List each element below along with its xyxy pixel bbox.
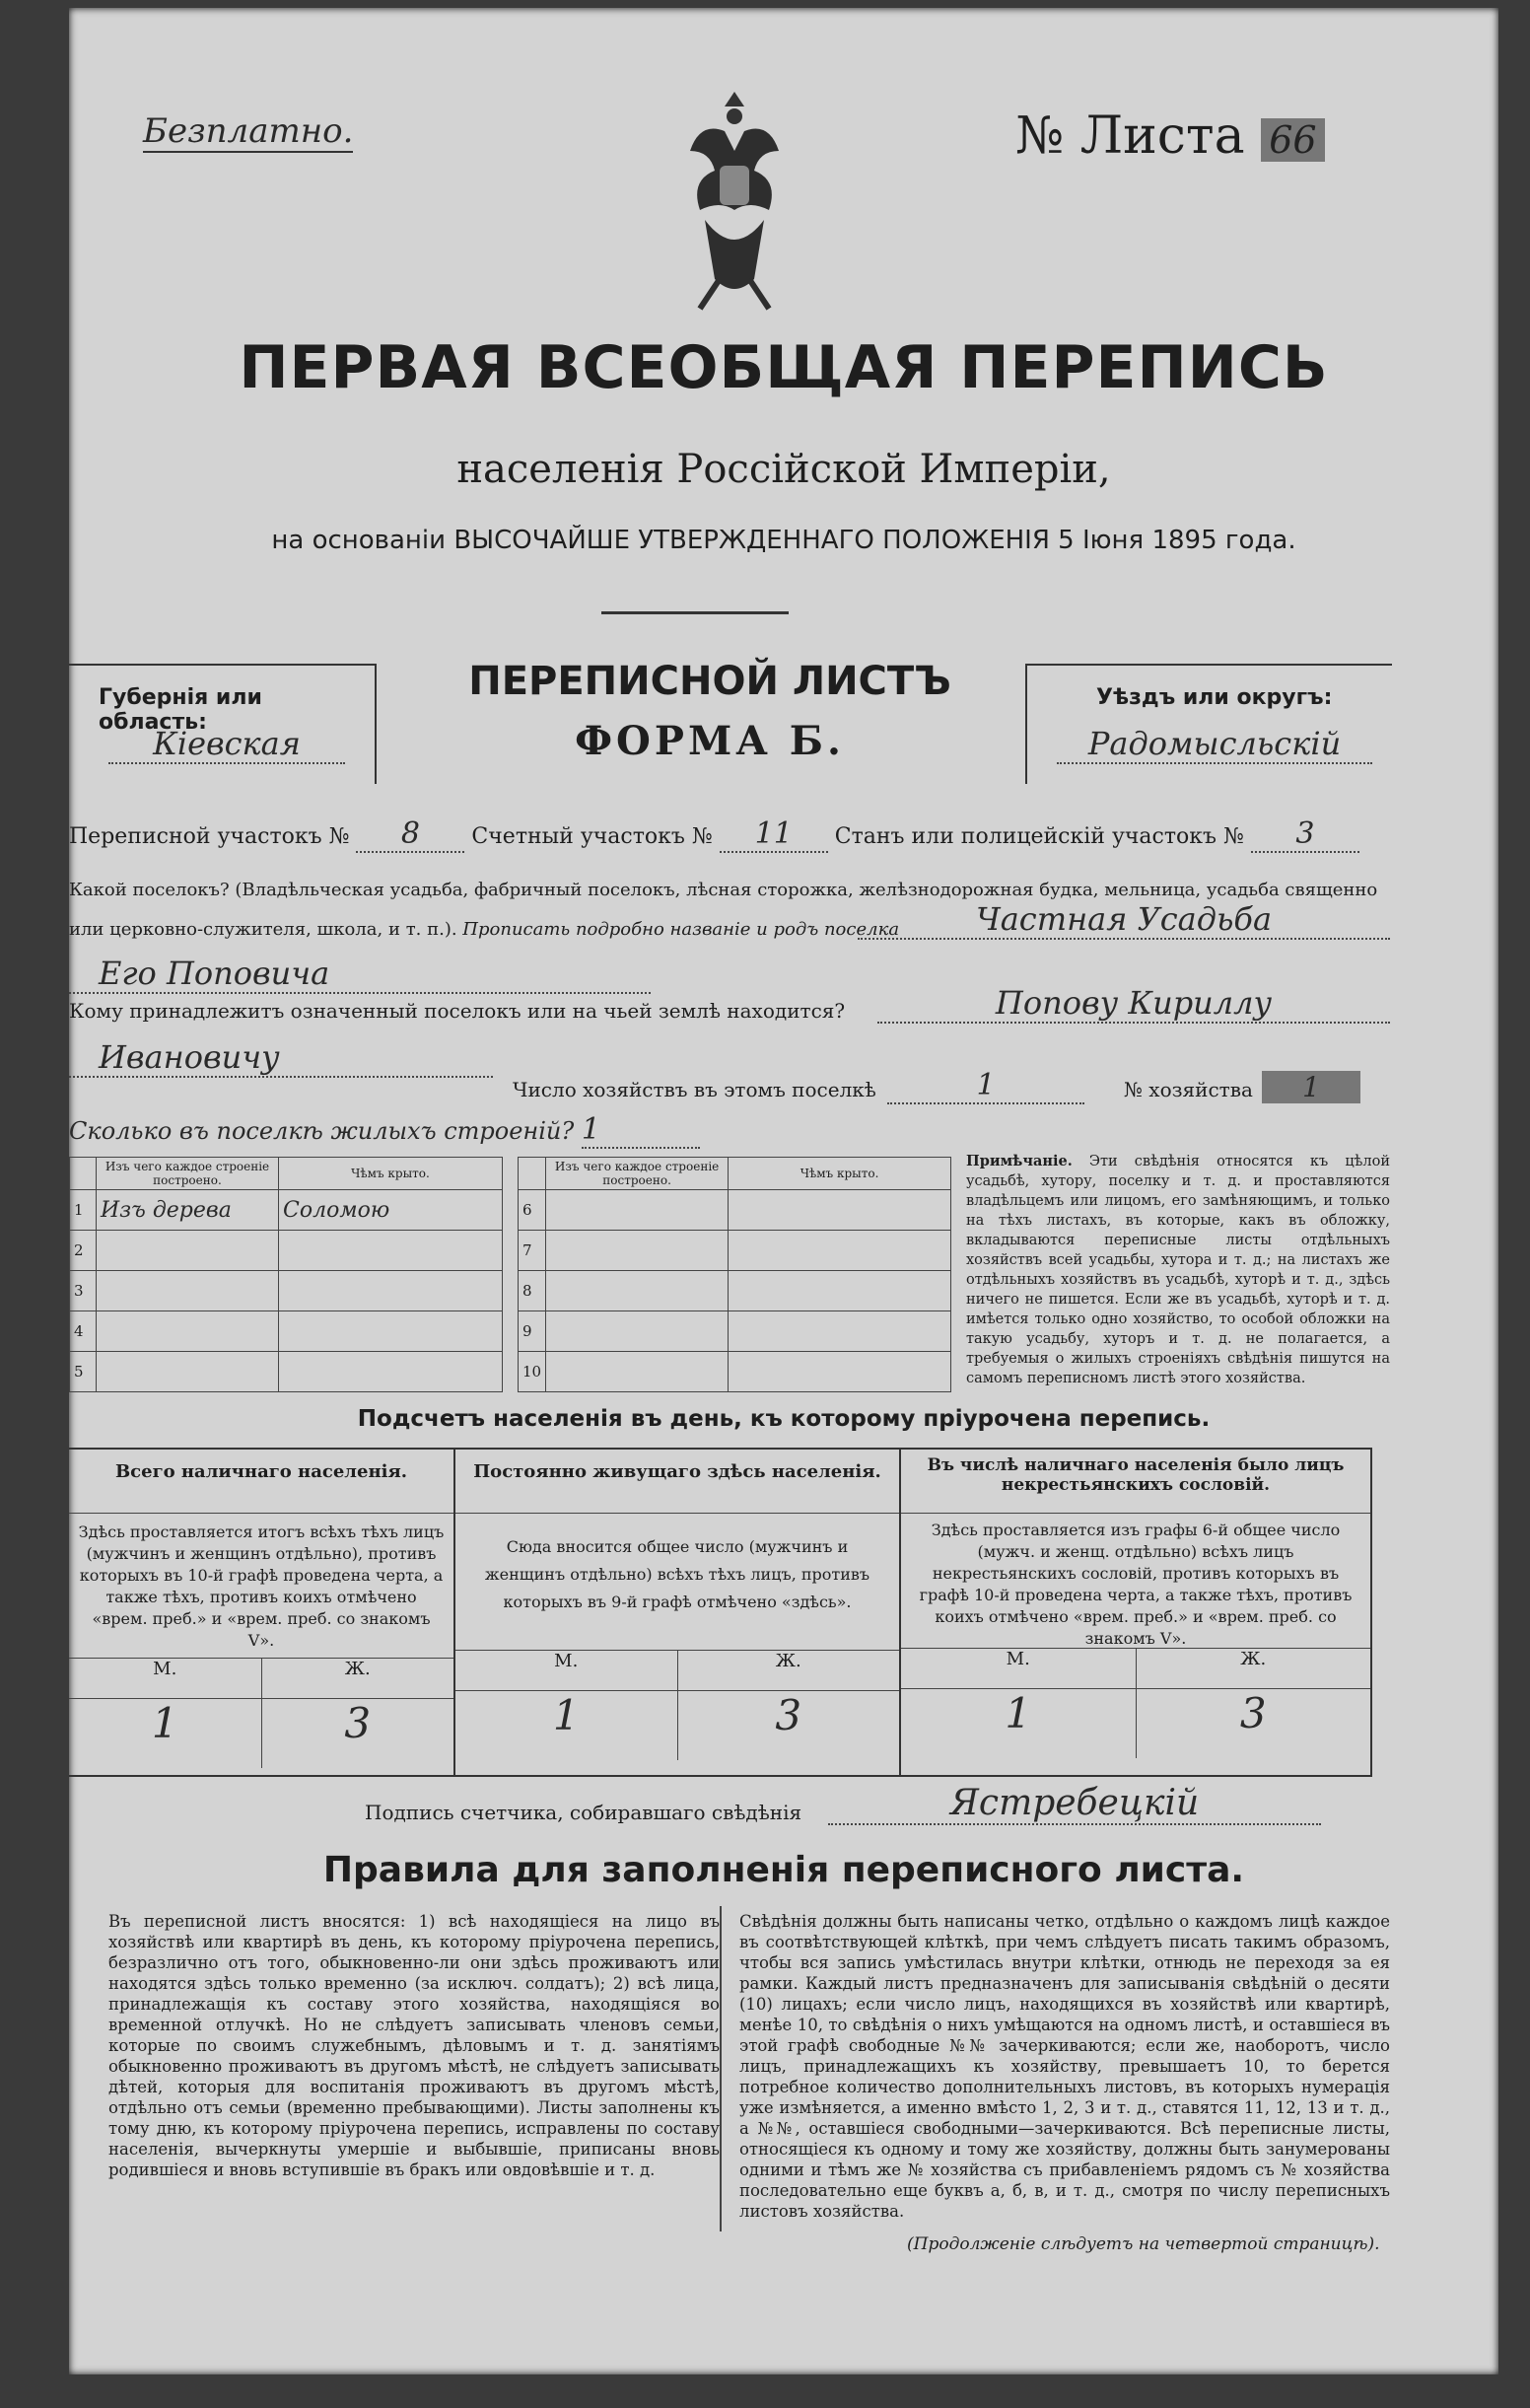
uezd-label: Уѣздъ или округъ: [1096,685,1333,710]
building-material [97,1231,279,1271]
building-roof [279,1231,503,1271]
col-roof-right: Чѣмъ крыто. [729,1158,951,1190]
census-area-value: 8 [356,816,464,853]
uezd-value: Радомысльскій [1057,725,1372,764]
households-label: Число хозяйствъ въ этомъ поселкѣ [513,1078,876,1101]
col1-zh: Ж. [344,1659,371,1679]
col3-zh: Ж. [1240,1649,1267,1669]
count-area-label: Счетный участокъ № [471,824,713,849]
buildings-label: Сколько въ поселкѣ жилыхъ строеній? [69,1117,575,1145]
col2-zh-value: 3 [775,1691,802,1739]
col1-m-value: 1 [69,1699,262,1768]
building-n: 10 [519,1352,546,1392]
col2-m: М. [455,1651,678,1690]
building-roof [279,1352,503,1392]
building-roof [279,1311,503,1352]
rules-continue: (Продолженіе слѣдуетъ на четвертой страницѣ). [907,2234,1380,2254]
divider [601,611,789,614]
census-area-label: Переписной участокъ № [69,824,350,849]
buildings-table-right [518,1157,951,1392]
col-roof: Чѣмъ крыто. [279,1158,503,1190]
building-n: 5 [70,1352,97,1392]
free-label: Безплатно. [143,111,354,151]
settlement-value-1: Частная Усадьба [858,900,1390,940]
owner-value-1: Попову Кириллу [877,984,1390,1024]
main-title: ПЕРВАЯ ВСЕОБЩАЯ ПЕРЕПИСЬ [239,333,1329,402]
rules-title: Правила для заполненія переписного листа. [322,1850,1245,1890]
building-n: 9 [519,1311,546,1352]
form-title: ПЕРЕПИСНОЙ ЛИСТЪ [468,659,951,704]
households-value: 1 [887,1068,1084,1104]
settlement-question-text: Какой поселокъ? (Владѣльческая усадьба, фабричный поселокъ, лѣсная сторожка, желѣзнодорожная будка, мельница, усадьба священно или церковно-служителя, школа, и т. п.). [69,880,1378,940]
building-roof [729,1311,951,1352]
sheet-number-value: 66 [1261,118,1324,162]
buildings-table-left [69,1157,503,1392]
col-material-right: Изъ чего каждое строеніе построено. [546,1158,729,1190]
census-sheet [69,8,1498,2374]
building-n: 8 [519,1271,546,1311]
building-material [546,1271,729,1311]
rules-left: Въ переписной листъ вносятся: 1) всѣ находящіеся на лицо въ хозяйствѣ или квартирѣ въ день, къ которому пріурочена перепись, безразлично отъ того, обыкновенно-ли они здѣсь проживаютъ или находятся здѣсь только временно (за исключ. солдатъ); 2) всѣ лица, принадлежащія къ составу этого хозяйства, находящіяся во временной отлучкѣ. Но не слѣдуетъ записывать членовъ семьи, которые по своимъ служебнымъ, дѣловымъ и т. д. занятіямъ обыкновенно проживаютъ въ другомъ мѣстѣ, не слѣдуетъ записывать дѣтей, которыя для воспитанія проживаютъ въ другомъ мѣстѣ, отдѣльно отъ семьи (временно пребывающими). Листы заполнены къ тому дню, къ которому пріурочена перепись, исправлены по составу населенія, вычеркнуты умершіе и выбывшіе, приписаны вновь родившіеся и вновь вступившіе въ бракъ или овдовѣвшіе и т. д. [108,1912,720,2179]
totals-box [69,1448,1372,1777]
col2-title: Постоянно живущаго здѣсь населенія. [455,1450,899,1514]
building-roof [729,1352,951,1392]
totals-heading: Подсчетъ населенія въ день, къ которому пріурочена перепись. [357,1406,1211,1432]
col2-zh: Ж. [775,1651,801,1671]
owner-question: Кому принадлежитъ означенный поселокъ или на чьей землѣ находится? [69,999,846,1023]
settlement-value-2: Его Поповича [69,955,651,994]
col3-text: Здѣсь проставляется изъ графы 6-й общее число (мужч. и женщ. отдѣльно) всѣхъ лицъ некрестьянскихъ сословій, противъ которыхъ въ графѣ 10-й проведена черта, а также тѣхъ, противъ коихъ отмѣчено «врем. преб.» и «врем. преб. со знакомъ V». [919,1521,1353,1648]
totals-col-3 [901,1450,1370,1775]
building-n: 1 [70,1190,97,1231]
building-roof: Соломою [279,1190,503,1231]
building-material [97,1271,279,1311]
col2-text: Сюда вносится общее число (мужчинъ и женщинъ отдѣльно) всѣхъ тѣхъ лицъ, противъ которыхъ въ 9-й графѣ отмѣчено «здѣсь». [484,1537,870,1611]
col2-m-value: 1 [455,1691,678,1760]
building-material [97,1311,279,1352]
buildings-value: 1 [582,1112,700,1149]
building-row [519,1271,951,1311]
settlement-hint: Прописать подробно названіе и родъ поселка [462,919,900,940]
building-n: 2 [70,1231,97,1271]
building-n: 3 [70,1271,97,1311]
building-row [70,1311,503,1352]
buildings-note [966,1152,1390,1388]
col3-m: М. [901,1649,1137,1688]
building-row [519,1352,951,1392]
building-row [70,1190,503,1231]
building-material [546,1311,729,1352]
note-text: Эти свѣдѣнія относятся къ цѣлой усадьбѣ, хутору, поселку и т. д. и проставляются владѣльцемъ или лицомъ, его замѣняющимъ, и только на тѣхъ листахъ, въ которые, какъ въ обложку, вкладываются переписные листы отдѣльныхъ хозяйствъ всей усадьбы, хутора и т. д.; на листахъ же отдѣльныхъ хозяйствъ въ усадьбѣ, хуторѣ и т. д., здѣсь ничего не пишется. Если же въ усадьбѣ, хуторѣ и т. д. имѣется только одно хозяйство, то особой обложки на такую усадьбу, хуторъ и т. д. не полагается, а требуемыя о жилыхъ строеніяхъ свѣдѣнія пишутся на самомъ переписномъ листѣ этого хозяйства. [966,1154,1390,1386]
building-n: 4 [70,1311,97,1352]
building-roof [729,1231,951,1271]
building-material: Изъ дерева [97,1190,279,1231]
owner-value-2: Ивановичу [69,1038,493,1078]
count-area-value: 11 [720,816,828,853]
col1-text: Здѣсь проставляется итогъ всѣхъ тѣхъ лицъ (мужчинъ и женщинъ отдѣльно), противъ которыхъ въ 10-й графѣ проведена черта, а также тѣхъ, противъ коихъ отмѣчено «врем. преб.» и «врем. преб. со знакомъ V». [78,1523,445,1650]
stan-value: 3 [1251,816,1359,853]
building-row [519,1311,951,1352]
household-number-label: № хозяйства [1124,1078,1253,1101]
building-row [519,1190,951,1231]
col3-m-value: 1 [901,1689,1137,1758]
buildings-question [69,1112,700,1149]
household-number-value: 1 [1262,1071,1360,1103]
building-row [70,1271,503,1311]
col1-title: Всего наличнаго населенія. [69,1450,453,1514]
building-n: 6 [519,1190,546,1231]
gubernia-value: Кіевская [108,725,345,764]
area-line [69,816,1429,853]
note-title: Примѣчаніе. [966,1153,1073,1169]
building-roof [729,1271,951,1311]
double-headed-eagle-emblem [661,82,808,319]
building-row [70,1352,503,1392]
building-material [546,1190,729,1231]
building-roof [279,1271,503,1311]
building-roof [729,1190,951,1231]
signature-value: Ястребецкій [828,1783,1321,1825]
legal-basis: на основаніи ВЫСОЧАЙШЕ УТВЕРЖДЕННАГО ПОЛОЖЕНІЯ 5 Іюня 1895 года. [271,526,1296,555]
col1-m: М. [69,1659,262,1698]
col-material: Изъ чего каждое строеніе построено. [97,1158,279,1190]
sheet-number-label: № Листа [1015,106,1245,166]
stan-label: Станъ или полицейскій участокъ № [834,824,1244,849]
subtitle: населенія Россійской Имперіи, [456,447,1111,492]
gubernia-label: Губернія или область: [99,685,262,735]
rules-right: Свѣдѣнія должны быть написаны четко, отдѣльно о каждомъ лицѣ каждое въ соотвѣтствующей клѣткѣ, при чемъ слѣдуетъ писать такимъ образомъ, чтобы вся запись умѣстилась внутри клѣтки, отнюдь не переходя за ея рамки. Каждый листъ предназначенъ для записыванія свѣдѣній о десяти (10) лицахъ; если число лицъ, находящихся въ хозяйствѣ или квартирѣ, менѣе 10, то свѣдѣнія о нихъ умѣщаются на одномъ листѣ, и оставшіеся въ этой графѣ свободные №№ зачеркиваются; если же, наоборотъ, число лицъ, принадлежащихъ къ хозяйству, превышаетъ 10, то берется потребное количество дополнительныхъ листовъ, въ которыхъ нумерація уже измѣняется, а именно вмѣсто 1, 2, 3 и т. д., ставятся 11, 12, 13 и т. д., а №№, оставшіеся свободными—зачеркиваются. Всѣ переписные листы, относящіеся къ одному и тому же хозяйству, должны быть занумерованы одними и тѣмъ же № хозяйства съ прибавленіемъ рядомъ съ № хозяйства последовательно еще буквъ а, б, в, и т. д., смотря по числу переписныхъ листовъ хозяйства. [739,1912,1390,2221]
col3-zh-value: 3 [1239,1689,1267,1737]
uezd-box [1025,664,1392,784]
col1-zh-value: 3 [344,1699,372,1747]
signature-label: Подпись счетчика, собиравшаго свѣдѣнія [365,1801,802,1824]
building-row [519,1231,951,1271]
totals-col-2 [455,1450,901,1775]
sheet-number [1015,106,1325,166]
building-material [546,1352,729,1392]
building-n: 7 [519,1231,546,1271]
building-row [70,1231,503,1271]
totals-col-1 [69,1450,455,1775]
gubernia-box [69,664,377,784]
building-material [546,1231,729,1271]
building-material [97,1352,279,1392]
col3-title: Въ числѣ наличнаго населенія было лицъ некрестьянскихъ сословій. [901,1450,1370,1514]
form-label: ФОРМА Б. [575,718,845,764]
rules-divider [720,1906,722,2231]
